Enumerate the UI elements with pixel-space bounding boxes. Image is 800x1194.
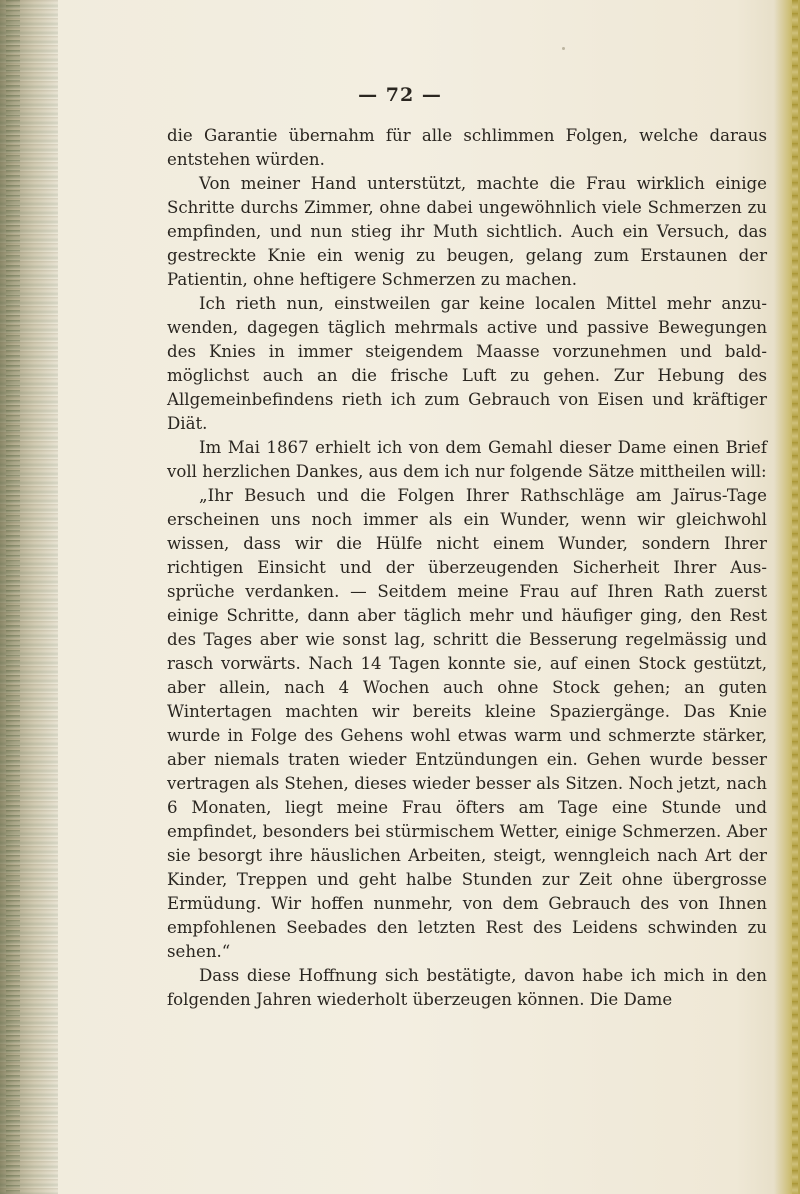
paragraph-letter-intro: Im Mai 1867 erhielt ich von dem Gemahl dieser Dame einen Brief voll herzlichen Dankes, aus dem ich nur folgende Sätze mittheilen will: xyxy=(167,438,767,481)
page-number: — 72 — xyxy=(358,84,442,106)
paragraph-continuation: die Garantie übernahm für alle schlimmen Folgen, welche daraus entstehen würden. xyxy=(167,126,767,169)
page-right-edge xyxy=(774,0,800,1194)
paragraph-conclusion: Dass diese Hoffnung sich bestätigte, davon habe ich mich in den folgenden Jahren wiederholt überzeugen können. Die Dame xyxy=(167,966,767,1009)
paragraph-first-steps: Von meiner Hand unterstützt, machte die Frau wirklich einige Schritte durchs Zimmer, ohne dabei ungewöhnlich viele Schmerzen zu empfinden, und nun stieg ihr Muth sichtlich. Auch ein Versuch, das gestreckte Knie ein wenig zu beugen, gelang zum Erstaunen der Patientin, ohne heftigere Schmerzen zu machen. xyxy=(167,174,767,289)
paper-speck xyxy=(562,47,565,50)
paragraph-treatment: Ich rieth nun, einstweilen gar keine localen Mittel mehr anzuwenden, dagegen täglich mehrmals active und passive Bewegungen des Knies in immer steigendem Maasse vorzunehmen und baldmöglichst auch an die frische Luft zu gehen. Zur Hebung des Allgemeinbefindens rieth ich zum Gebrauch von Eisen und kräftiger Diät. xyxy=(167,294,767,433)
book-binding-edge xyxy=(0,0,58,1194)
body-text xyxy=(167,124,767,1012)
paragraph-quoted-letter: „Ihr Besuch und die Folgen Ihrer Rathschläge am Jaïrus-Tage erscheinen uns noch immer als ein Wunder, wenn wir gleichwohl wissen, dass wir die Hülfe nicht einem Wunder, sondern Ihrer richtigen Einsicht und der überzeugenden Sicherheit Ihrer Aussprüche verdanken. — Seitdem meine Frau auf Ihren Rath zuerst einige Schritte, dann aber täglich mehr und häufiger ging, den Rest des Tages aber wie sonst lag, schritt die Besserung regelmässig und rasch vorwärts. Nach 14 Tagen konnte sie, auf einen Stock gestützt, aber allein, nach 4 Wochen auch ohne Stock gehen; an guten Wintertagen machten wir bereits kleine Spaziergänge. Das Knie wurde in Folge des Gehens wohl etwas warm und schmerzte stärker, aber niemals traten wieder Entzündungen ein. Gehen wurde besser vertragen als Stehen, dieses wieder besser als Sitzen. Noch jetzt, nach 6 Monaten, liegt meine Frau öfters am Tage eine Stunde und empfindet, besonders bei stürmischem Wetter, einige Schmerzen. Aber sie besorgt ihre häuslichen Arbeiten, steigt, wenngleich nach Art der Kinder, Treppen und geht halbe Stunden zur Zeit ohne übergrosse Ermüdung. Wir hoffen nunmehr, von dem Gebrauch des von Ihnen empfohlenen Seebades den letzten Rest des Leidens schwinden zu sehen.“ xyxy=(167,486,767,961)
